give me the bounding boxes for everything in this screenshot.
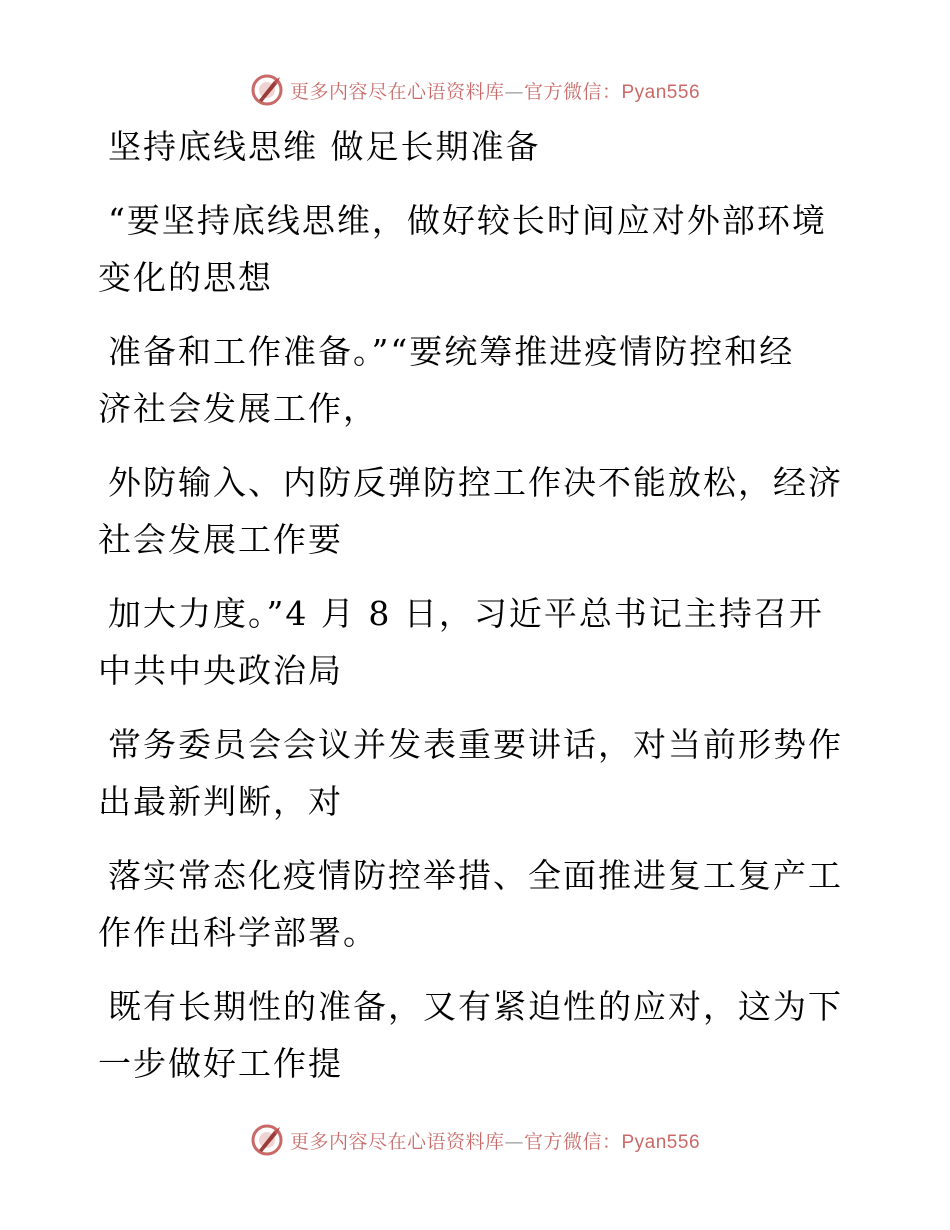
document-body — [98, 118, 843, 1092]
paragraph-line: 变化的思想 — [98, 258, 273, 297]
quill-pen-seal-icon — [250, 1123, 284, 1157]
paragraph — [98, 192, 843, 306]
document-title: 坚持底线思维 做足长期准备 — [108, 127, 541, 166]
paragraph-line: 中共中央政治局 — [98, 651, 343, 690]
watermark-text — [290, 77, 700, 104]
watermark-main-text: 更多内容尽在心语资料库 — [289, 80, 505, 103]
paragraph-line: 落实常态化疫情防控举措、全面推进复工复产工 — [108, 856, 843, 895]
paragraph — [98, 716, 843, 830]
watermark-channel-id: Pyan556 — [621, 81, 701, 103]
watermark-text — [290, 1127, 700, 1154]
watermark-channel-id: Pyan556 — [621, 1131, 701, 1153]
paragraph-line: 一步做好工作提 — [98, 1044, 343, 1083]
paragraph-line: 外防输入、内防反弹防控工作决不能放松，经济 — [108, 463, 843, 502]
paragraph — [98, 454, 843, 568]
paragraph-line: 社会发展工作要 — [98, 520, 343, 559]
paragraph-line: 作作出科学部署。 — [98, 913, 378, 952]
quill-pen-seal-icon — [250, 73, 284, 107]
footer-watermark — [0, 1120, 950, 1160]
paragraph — [98, 978, 843, 1092]
paragraph — [98, 847, 843, 961]
watermark-channel-text: 官方微信： — [523, 80, 622, 103]
watermark-main-text: 更多内容尽在心语资料库 — [289, 1130, 505, 1153]
paragraph-line: 既有长期性的准备，又有紧迫性的应对，这为下 — [108, 987, 843, 1026]
paragraph-line: 加大力度。”4 月 8 日，习近平总书记主持召开 — [108, 594, 824, 633]
watermark-channel-text: 官方微信： — [523, 1130, 622, 1153]
paragraph-line: 常务委员会会议并发表重要讲话，对当前形势作 — [108, 725, 843, 764]
paragraph-line: “要坚持底线思维，做好较长时间应对外部环境 — [108, 201, 827, 240]
paragraph-line: 济社会发展工作， — [98, 389, 378, 428]
watermark-separator: — — [504, 80, 524, 103]
watermark-separator: — — [504, 1130, 524, 1153]
paragraph-line: 准备和工作准备。”“要统筹推进疫情防控和经 — [108, 332, 795, 371]
paragraph — [98, 585, 843, 699]
paragraph — [98, 323, 843, 437]
paragraph-line: 出最新判断，对 — [98, 782, 343, 821]
header-watermark — [0, 70, 950, 110]
